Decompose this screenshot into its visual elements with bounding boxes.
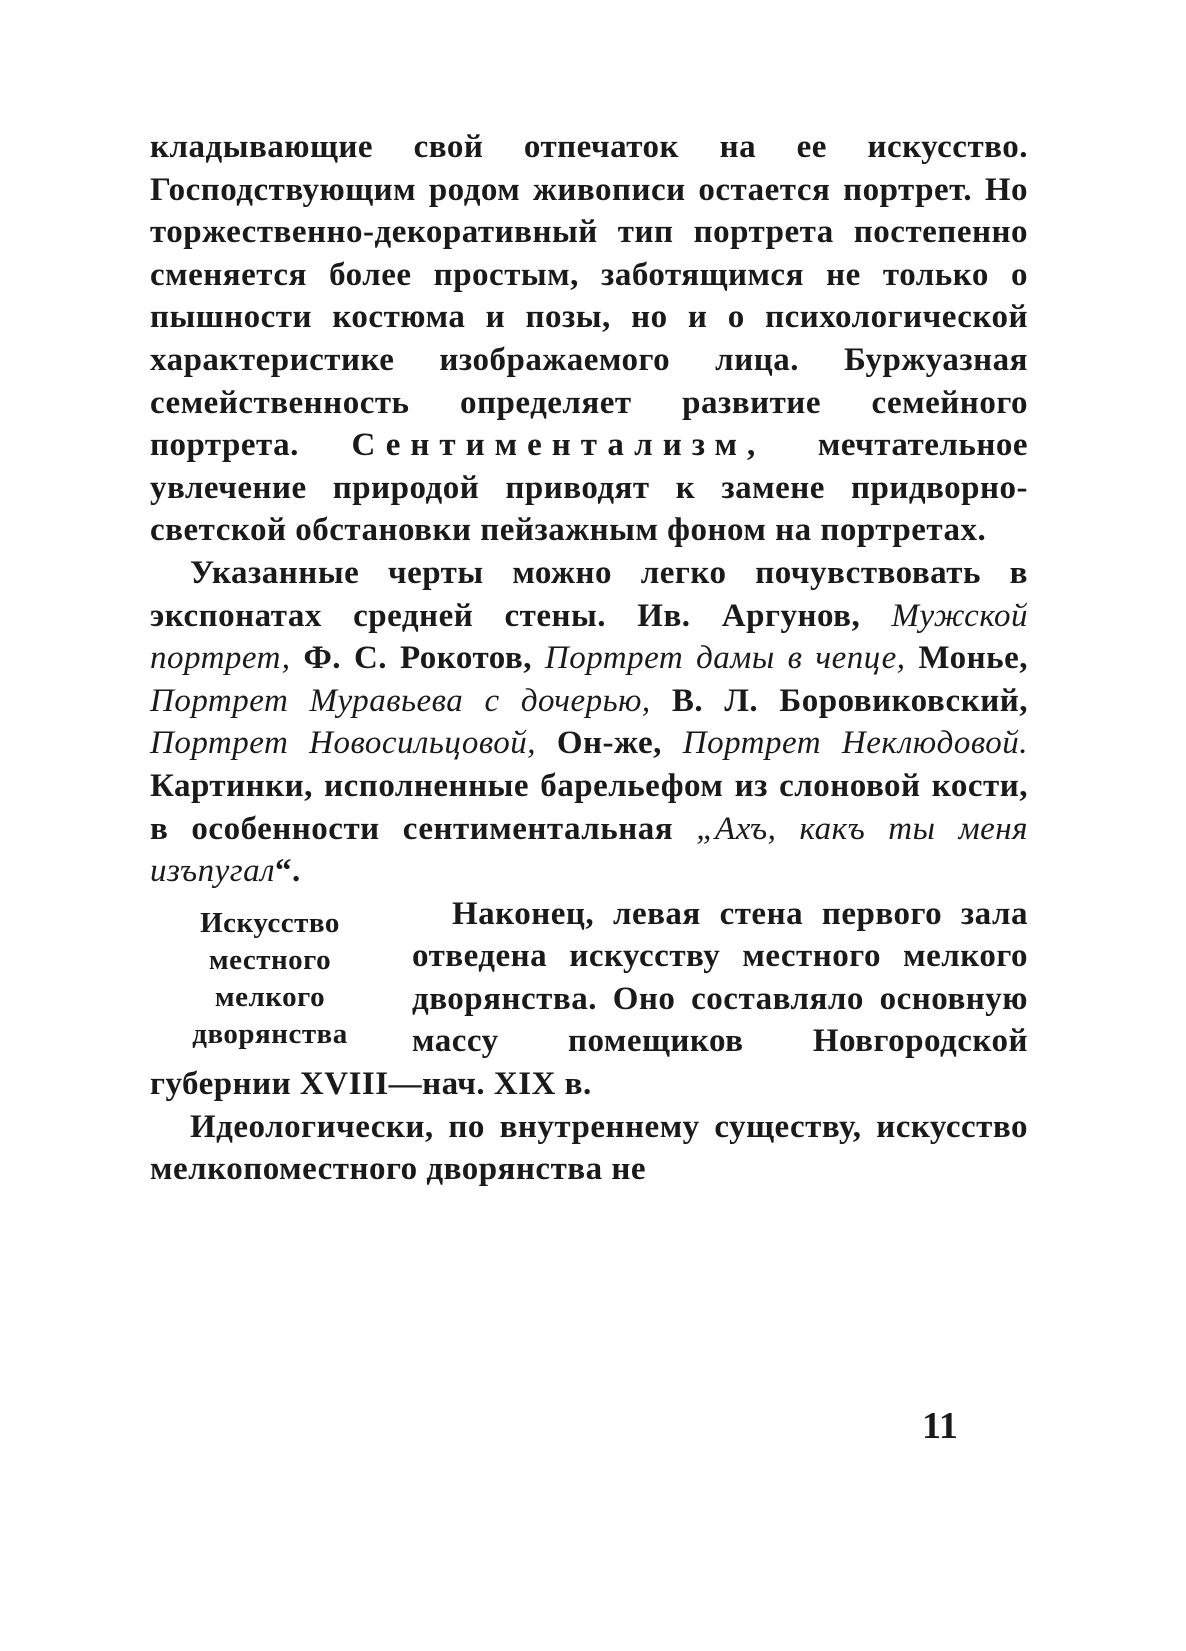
paragraph-2-text-b: Картинки, исполненные барельефом из слоновой кости, в особенности сентиментальная xyxy=(150,767,1028,847)
paragraph-4-text: Идеологически, по внутреннему существу, искусство мелкопоместного дворянства не xyxy=(150,1108,1028,1188)
work-male-portrait: Мужской портрет, xyxy=(150,597,1028,677)
work-muravyov-portrait: Портрет Муравьева с дочерью, xyxy=(150,682,651,719)
side-heading xyxy=(154,905,386,1053)
side-heading-line: Искусство xyxy=(200,906,340,939)
paragraph-2 xyxy=(150,552,1028,893)
artist-argunov: Ив. Аргунов, xyxy=(637,597,861,634)
paragraph-1-text-b: мечтательное увлечение природой приводят к замене придворно-светской обстановки пейзажным фоном на портретах. xyxy=(150,427,1028,549)
side-heading-line: дворянства xyxy=(192,1017,348,1050)
side-heading-line: мелкого xyxy=(214,980,326,1013)
paragraph-1-text-a: кладывающие свой отпечаток на ее искусство. Господствующим родом живописи остается портрет. Но торжественно-декоративный тип портрета постепенно сменяется более простым, заботящимся не только о пышности костюма и позы, но и о психологической характеристике изображаемого лица. Буржуазная семейственность определяет развитие семейного портрета. xyxy=(150,129,1028,464)
paragraph-2-text-a: Указанные черты можно легко почувствовать в экспонатах средней стены. xyxy=(150,554,1028,634)
work-ivory-relief: „Ахъ, какъ ты меня изъпугал xyxy=(150,810,1029,890)
artist-same: Он-же, xyxy=(535,725,662,762)
paragraph-4 xyxy=(150,1106,1028,1191)
artist-borovikovsky: В. Л. Боровиковский, xyxy=(650,682,1028,719)
page-number: 11 xyxy=(922,1405,958,1447)
work-lady-in-cap: Портрет дамы в чепце, xyxy=(531,640,906,677)
artist-monier: Монье, xyxy=(905,640,1028,677)
paragraph-1 xyxy=(150,126,1028,552)
work-neklyudova-portrait: Портрет Неклюдовой. xyxy=(661,725,1028,762)
artist-rokotov: Ф. С. Рокотов, xyxy=(290,640,532,677)
paragraph-3-text: Наконец, левая стена первого зала отведена искусству местного мелкого дворянства. Оно составляло основную массу помещиков Новгородской губернии XVIII—нач. XIX в. xyxy=(150,895,1028,1103)
paragraph-2-text-c: “. xyxy=(274,853,301,890)
work-novosiltsova-portrait: Портрет Новосильцовой, xyxy=(150,725,536,762)
side-heading-line: местного xyxy=(208,943,332,976)
spaced-term: Сентиментализм, xyxy=(351,427,766,464)
page-body xyxy=(150,126,1028,1191)
